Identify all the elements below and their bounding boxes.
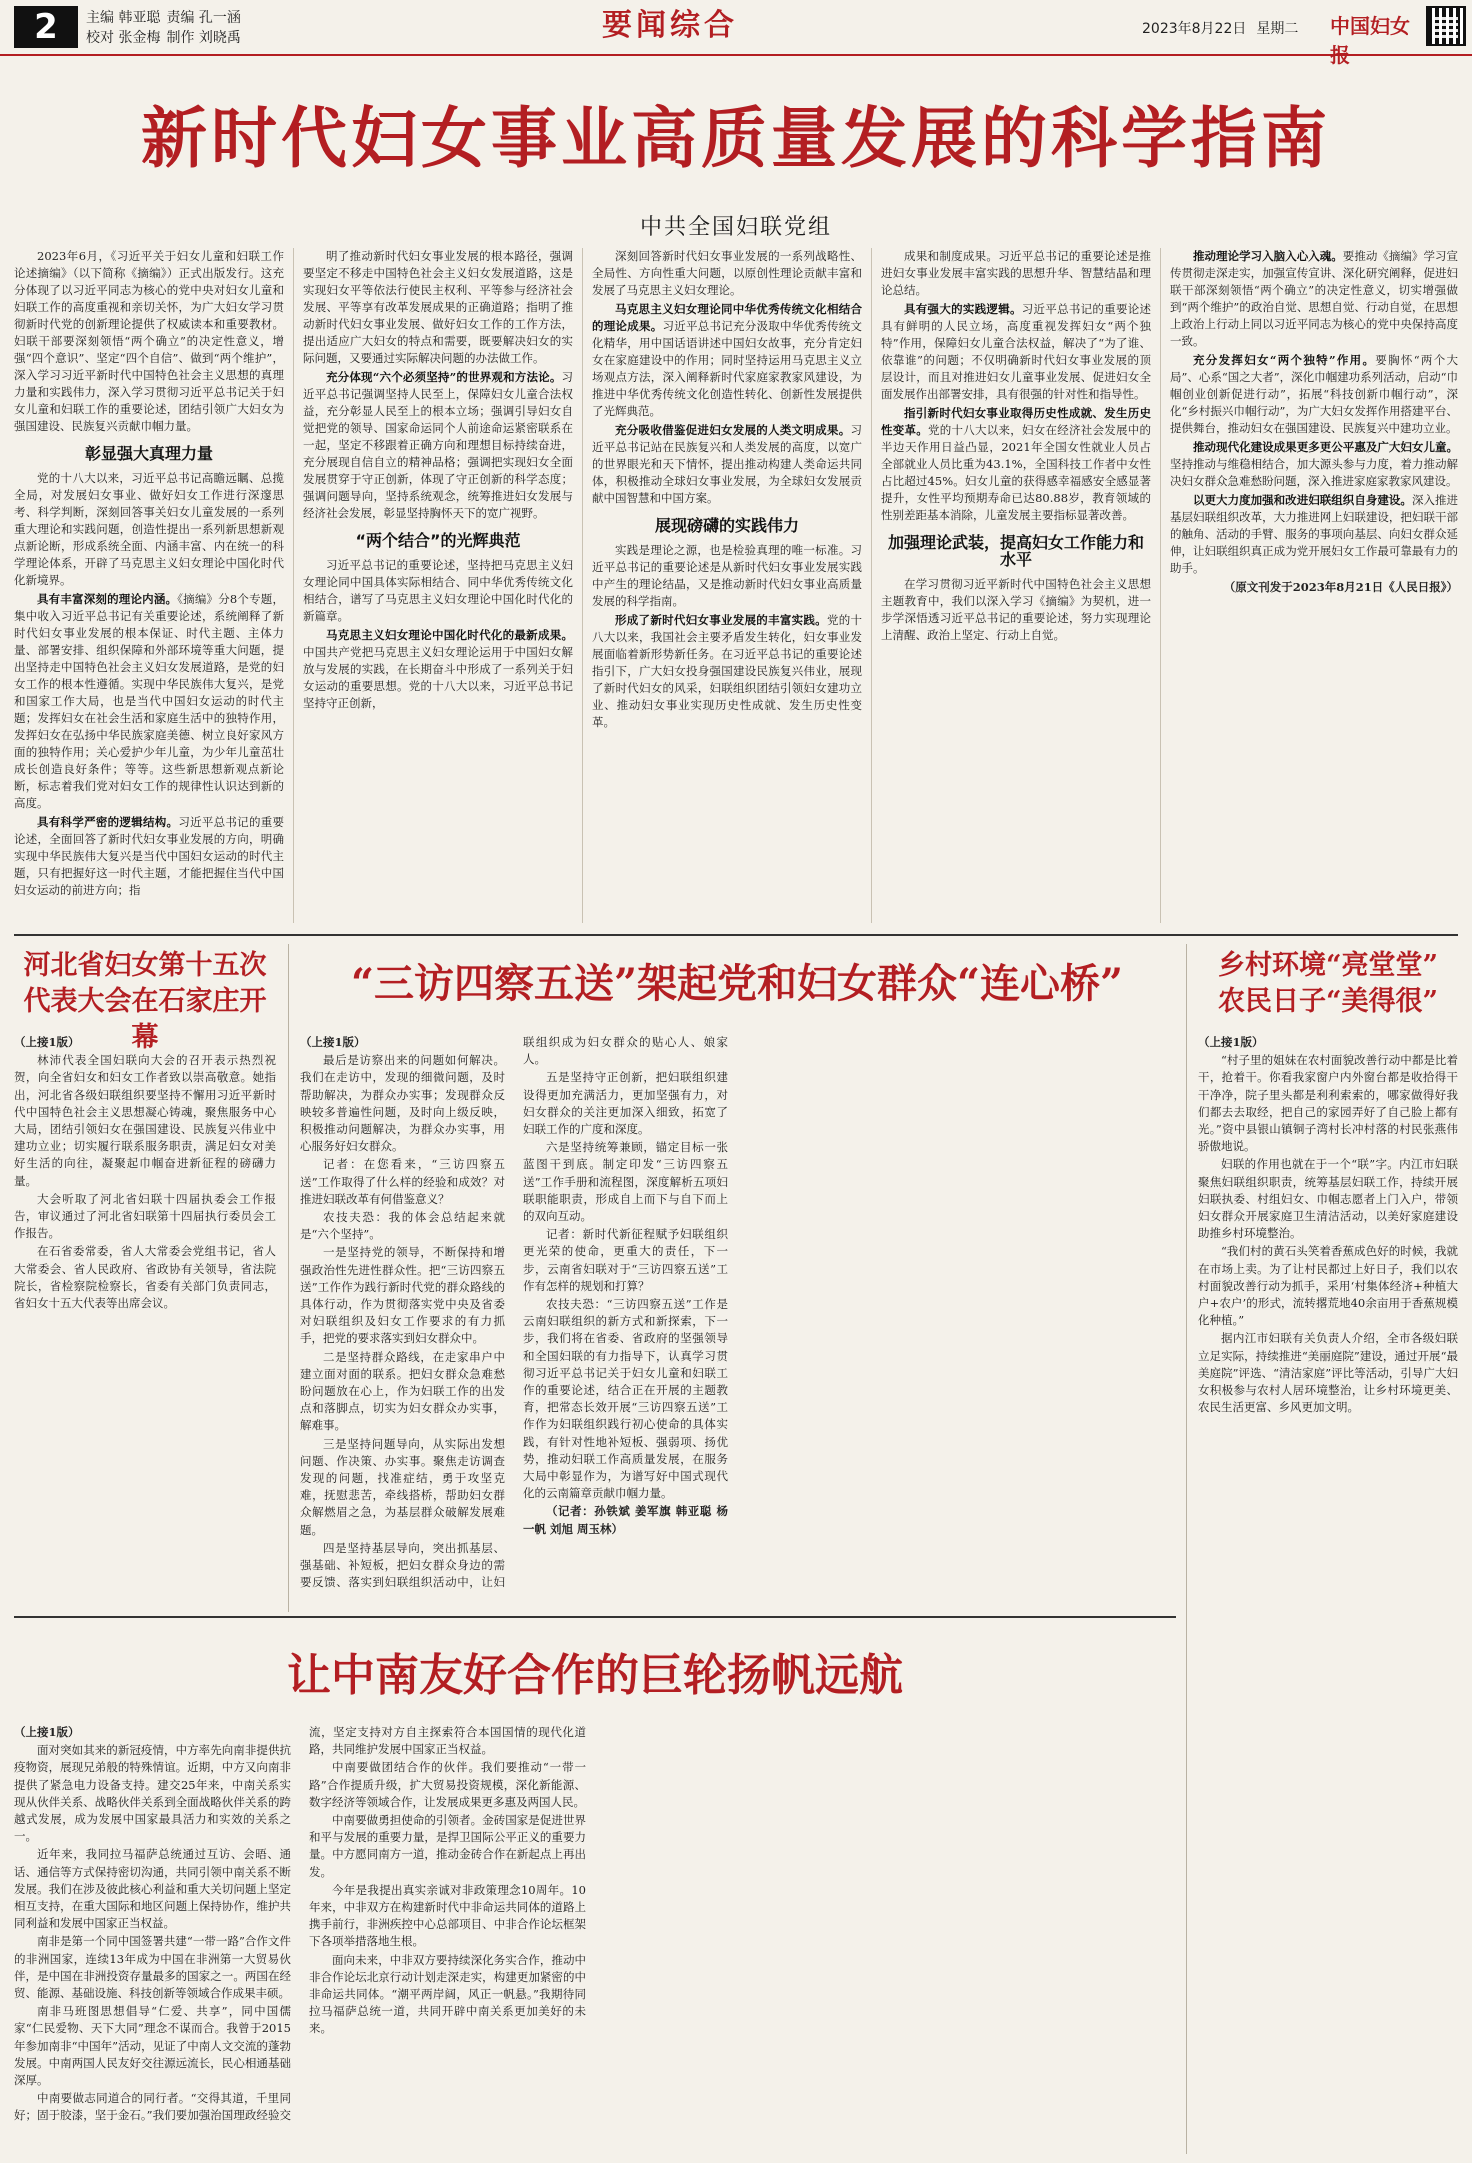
paragraph: 中南要做勇担使命的引领者。金砖国家是促进世界和平与发展的重要力量，是捍卫国际公平正义的重要力量。中方愿同南方一道，推动金砖合作在新起点上再出发。 [309,1813,586,1879]
paragraph-lead-in: 具有科学严密的逻辑结构。 [37,815,179,829]
kicker: （上接1版） [1198,1035,1264,1049]
paragraph: 具有强大的实践逻辑。习近平总书记的重要论述具有鲜明的人民立场，高度重视发挥妇女“两个独特”作用，保障妇女儿童合法权益，解决了“为了谁、依靠谁”的问题；不仅明确新时代妇女事业发展的顶层设计，而且对推进妇女儿童事业发展、促进妇女全面发展作出部署安排，具有很强的针对性和指导性。 [881,302,1151,401]
column-rule [1160,248,1161,923]
issue-weekday: 星期二 [1256,21,1299,37]
paragraph: 明了推动新时代妇女事业发展的根本路径，强调要坚定不移走中国特色社会主义妇女发展道路，这是实现妇女平等依法行使民主权利、平等参与经济社会发展、平等享有改革发展成果的正确道路；指明了推动新时代妇女事业发展、做好妇女工作的工作方法，提出适应广大妇女的特点和需要，既要解决妇女的实际问题，又要通过实际解决问题的办法做工作。 [303,249,573,365]
paragraph: 二是坚持群众路线，在走家串户中建立面对面的联系。把妇女群众急难愁盼问题放在心上，作为妇联工作的出发点和落脚点，切实为妇女群众办实事，解难事。 [300,1349,505,1433]
paragraph: 党的十八大以来，习近平总书记高瞻远瞩、总揽全局，对发展妇女事业、做好妇女工作进行深邃思考、科学判断，深刻回答事关妇女儿童发展的一系列重大理论和实践问题，创造性提出一系列新思想新观点新论断，形成系统全面、内涵丰富、内在统一的科学理论体系，开辟了马克思主义妇女理论中国化时代化新境界。 [14,471,284,587]
paragraph-lead-in: 形成了新时代妇女事业发展的丰富实践。 [615,613,827,627]
paragraph: 记者：新时代新征程赋予妇联组织更光荣的使命，更重大的责任，下一步，云南省妇联对于“三访四察五送”工作有怎样的规划和打算？ [523,1227,728,1293]
paragraph: 成果和制度成果。习近平总书记的重要论述是推进妇女事业发展丰富实践的思想升华、智慧结晶和理论总结。 [881,249,1151,297]
paragraph: 推动理论学习入脑入心入魂。要推动《摘编》学习宣传贯彻走深走实，加强宣传宣讲、深化研究阐释，促进妇联干部深刻领悟“两个确立”的决定性意义，切实增强做到“两个维护”的政治自觉、思想自觉、行动自觉，在思想上政治上行动上同以习近平同志为核心的党中央保持高度一致。 [1170,249,1458,348]
kicker: （上接1版） [14,1725,80,1739]
paragraph-lead-in: 具有丰富深刻的理论内涵。 [37,592,178,606]
paragraph: 马克思主义妇女理论中国化时代化的最新成果。中国共产党把马克思主义妇女理论运用于中国妇女解放与发展的实践，在长期奋斗中形成了一系列关于妇女运动的重要思想。党的十八大以来，习近平总书记坚持守正创新， [303,628,573,710]
paragraph: 南非马班图思想倡导“仁爱、共享”，同中国儒家“仁民爱物、天下大同”理念不谋而合。我曾于2015年参加南非“中国年”活动，见证了中南人文交流的蓬勃发展。中南两国人民友好交往源远流长，民心相通基础深厚。 [14,2004,291,2088]
credit-item: 责编 孔一涵 [166,10,241,26]
headline-line: 代表大会在石家庄开幕 [23,986,267,1053]
paragraph: 最后是访察出来的问题如何解决。我们在走访中，发现的细微问题，及时帮助解决，为群众办实事；发现群众反映较多普遍性问题，及时向上级反映，积极推动问题解决，为群众办实事，用心服务好妇女群众。 [300,1053,505,1154]
headline-line: 乡村环境“亮堂堂” [1217,950,1439,981]
lead-column-2 [303,248,573,923]
paragraph: 具有丰富深刻的理论内涵。《摘编》分8个专题，集中收入习近平总书记有关重要论述，系统阐释了新时代妇女事业发展的根本保证、时代主题、主体力量、部署安排、组织保障和外部环境等重大问题，提出坚持走中国特色社会主义妇女发展道路，是党的妇女工作的根本性遵循。实现中华民族伟大复兴，是党和国家工作大局，也是当代中国妇女运动的时代主题；发挥妇女在社会生活和家庭生活中的独特作用，发挥妇女在弘扬中华民族家庭美德、树立良好家风方面的独特作用；关心爱护少年儿童，为少年儿童茁壮成长创造良好条件；等等。这些新思想新观点新论断，标志着我们党对妇女工作的规律性认识达到新的高度。 [14,592,284,810]
dateline [1142,18,1308,38]
paragraph: 形成了新时代妇女事业发展的丰富实践。党的十八大以来，我国社会主要矛盾发生转化，妇女事业发展面临着新形势新任务。在习近平总书记的重要论述指引下，广大妇女投身强国建设民族复兴伟业，展现了新时代妇女的风采，妇联组织团结引领妇女建功立业、推动妇女事业实现历史性成就、发生历史性变革。 [592,613,862,729]
column-rule [582,248,583,923]
headline-line: 河北省妇女第十五次 [23,950,267,981]
paragraph: 中南要做志同道合的同行者。“交得其道，千里同好；固于胶漆，坚于金石。”我们要加强治国理政经验交流，坚定支持对方自主探索符合本国国情的现代化道路，共同维护发展中国家正当权益。 [14,1725,586,2123]
paragraph-lead-in: 以更大力度加强和改进妇联组织自身建设。 [1193,493,1412,507]
paragraph: 记者：在您看来，“三访四察五送”工作取得了什么样的经验和成效？对推进妇联改革有何借鉴意义？ [300,1157,505,1206]
subheading: “两个结合”的光辉典范 [355,531,521,550]
paragraph-lead-in: 充分体现“六个必须坚持”的世界观和方法论。 [326,370,562,384]
neijiang-story-headline [1198,948,1458,1020]
china-south-africa-body [14,1724,1176,2152]
yunnan-story-headline: “三访四察五送”架起党和妇女群众“连心桥” [350,960,1124,1007]
paragraph: 马克思主义妇女理论同中华优秀传统文化相结合的理论成果。习近平总书记充分汲取中华优秀传统文化精华，用中国话语讲述中国妇女故事，充分肯定妇女在家庭建设中的作用；同时坚持运用马克思主义立场观点方法，深入阐释新时代家庭家教家风建设，为推进中华优秀传统文化创造性转化、创新性发展提供了光辉典范。 [592,302,862,418]
paragraph: 深刻回答新时代妇女事业发展的一系列战略性、全局性、方向性重大问题，以原创性理论贡献丰富和发展了马克思主义妇女理论。 [592,249,862,297]
page-number: 2 [14,6,78,48]
editorial-credits [86,8,326,48]
yunnan-story-body [300,1034,1174,1609]
section-divider [14,934,1458,936]
column-rule [871,248,872,923]
paragraph: 2023年6月，《习近平关于妇女儿童和妇联工作论述摘编》（以下简称《摘编》）正式出版发行。这充分体现了以习近平同志为核心的党中央对妇女儿童和妇联工作的高度重视和亲切关怀，为广大妇女学习贯彻新时代党的创新理论提供了权威读本和重要教材。妇联干部要深刻领悟“两个确立”的决定性意义，增强“四个意识”、坚定“四个自信”、做到“两个维护”，深入学习习近平新时代中国特色社会主义思想的真理力量和实践伟力，深入学习贯彻习近平总书记关于妇女儿童和妇联工作的重要论述，团结引领广大妇女为强国建设、民族复兴贡献巾帼力量。 [14,249,284,433]
paragraph: 据内江市妇联有关负责人介绍，全市各级妇联立足实际，持续推进“美丽庭院”建设，通过开展“最美庭院”评选、“清洁家庭”评比等活动，引导广大妇女积极参与农村人居环境整治，让乡村环境更美、农民生活更富、乡风更加文明。 [1198,1331,1458,1415]
paragraph: 面向未来，中非双方要持续深化务实合作，推动中非合作论坛北京行动计划走深走实，构建更加紧密的中非命运共同体。“潮平两岸阔，风正一帆悬。”我期待同拉马福萨总统一道，共同开辟中南关系更加美好的未来。 [309,1952,586,2036]
issue-date: 2023年8月22日 [1142,21,1247,37]
lead-headline: 新时代妇女事业高质量发展的科学指南 [141,99,1331,177]
kicker: （上接1版） [14,1035,80,1049]
credit-item: 校对 张金梅 [86,30,161,46]
lead-article-body [14,248,1458,923]
china-south-africa-headline: 让中南友好合作的巨轮扬帆远航 [287,1650,903,1701]
paragraph: 推动现代化建设成果更多更公平惠及广大妇女儿童。坚持推动与维稳相结合，加大源头参与力度，着力推动解决妇女群众急难愁盼问题，深入推进家庭家教家风建设。 [1170,440,1458,488]
lead-column-1 [14,248,284,923]
paragraph: “我们村的黄石头笑着香蕉成色好的时候，我就在市场上卖。为了让村民都过上好日子，我们以农村面貌改善行动为抓手，采用‘村集体经济+种植大户+农户’的形式，流转撂荒地40余亩用于香蕉规模化种植。” [1198,1244,1458,1328]
paragraph: 农技夫恐：“三访四察五送”工作是云南妇联组织的新方式和新探索，下一步，我们将在省委、省政府的坚强领导和全国妇联的有力指导下，认真学习贯彻习近平总书记关于妇女儿童和妇联工作的重要论述，结合正在开展的主题教育，把常态长效开展“三访四察五送”工作作为妇联组织践行初心使命的具体实践，有针对性地补短板、强弱项、扬优势，推动妇联工作高质量发展，在服务大局中彰显作为，为谱写好中国式现代化的云南篇章贡献巾帼力量。 [523,1297,728,1501]
section-divider [14,1616,1176,1618]
paragraph: 林沛代表全国妇联向大会的召开表示热烈祝贺，向全省妇女和妇女工作者致以崇高敬意。她指出，河北省各级妇联组织要坚持不懈用习近平新时代中国特色社会主义思想凝心铸魂，聚焦服务中心大局，团结引领妇女在强国建设、民族复兴伟业中建功立业；切实履行联系服务职责，满足妇女对美好生活的向往，凝聚起巾帼奋进新征程的磅礴力量。 [14,1053,276,1188]
paragraph: 大会听取了河北省妇联十四届执委会工作报告，审议通过了河北省妇联第十四届执行委员会工作报告。 [14,1191,276,1241]
paragraph: 习近平总书记的重要论述，坚持把马克思主义妇女理论同中国具体实际相结合、同中华优秀传统文化相结合，谱写了马克思主义妇女理论中国化时代化的新篇章。 [303,558,573,623]
masthead [0,0,1472,67]
lead-column-4 [881,248,1151,923]
paragraph-lead-in: 充分吸收借鉴促进妇女发展的人类文明成果。 [615,423,851,437]
subheading: 彰显强大真理力量 [84,444,213,463]
section-name: 要闻综合 [602,8,738,43]
column-rule [288,944,289,1612]
credit-item: 主编 韩亚聪 [86,10,161,26]
lead-author: 中共全国妇联党组 [639,215,832,240]
paragraph: 在石省委常委，省人大常委会党组书记，省人大常委会、省人民政府、省政协有关领导，省法院院长，省检察院检察长，省委有关部门负责同志，省妇女十五大代表等出席会议。 [14,1244,276,1311]
paragraph: 近年来，我同拉马福萨总统通过互访、会晤、通话、通信等方式保持密切沟通，共同引领中南关系不断发展。我们在涉及彼此核心利益和重大关切问题上坚定相互支持，在重大国际和地区问题上保持协作，维护共同利益和发展中国家正当权益。 [14,1847,291,1931]
column-rule [293,248,294,923]
paragraph: 指引新时代妇女事业取得历史性成就、发生历史性变革。党的十八大以来，妇女在经济社会发展中的半边天作用日益凸显，2021年全国女性就业人员占全部就业人员比重为43.1%，全国科技工作者中女性占比超过45%。妇女儿童的获得感幸福感安全感显著提升，女性平均预期寿命已达80.88岁，教育领域的性别差距基本消除，儿童发展主要指标显著改善。 [881,406,1151,522]
paragraph-lead-in: 推动理论学习入脑入心入魂。 [1193,249,1343,263]
subheading: 加强理论武装，提高妇女工作能力和水平 [887,533,1144,569]
kicker: （上接1版） [300,1035,366,1049]
paragraph-lead-in: 马克思主义妇女理论同中华优秀传统文化相结合的理论成果。 [592,302,862,333]
paragraph: “村子里的姐妹在农村面貌改善行动中都是比着干，抢着干。你看我家窗户内外窗台都是收拾得干干净净，院子里头都是利利索索的，哪家做得好我们都去去取经，把自己的家园弄好了自己脸上都有光。”资中县银山镇铜子湾村长冲村落的村民张燕伟骄傲地说。 [1198,1053,1458,1154]
credit-item: 制作 刘晓禹 [166,30,241,46]
paragraph: 实践是理论之源，也是检验真理的唯一标准。习近平总书记的重要论述是从新时代妇女事业发展实践中产生的理论结晶，又是推动新时代妇女事业高质量发展的科学指南。 [592,543,862,608]
column-rule [1186,944,1187,2154]
lead-column-5 [1170,248,1458,923]
paragraph: 充分吸收借鉴促进妇女发展的人类文明成果。习近平总书记站在民族复兴和人类发展的高度，以宽广的世界眼光和天下情怀，提出推动构建人类命运共同体，积极推动全球妇女事业发展，为全球妇女发展贡献中国智慧和中国方案。 [592,423,862,505]
paragraph: 南非是第一个同中国签署共建“一带一路”合作文件的非洲国家，连续13年成为中国在非洲第一大贸易伙伴，是中国在非洲投资存量最多的国家之一。两国在经贸、能源、基础设施、科技创新等领域合作成果丰硕。 [14,1934,291,2001]
paragraph-lead-in: 充分发挥妇女“两个独特”作用。 [1193,353,1376,367]
paragraph-lead-in: 指引新时代妇女事业取得历史性成就、发生历史性变革。 [881,406,1151,437]
headline-line: 农民日子“美得很” [1217,986,1439,1017]
qr-code-icon [1426,6,1466,46]
paragraph: 中南要做团结合作的伙伴。我们要推动“一带一路”合作提质升级，扩大贸易投资规模，深化新能源、数字经济等领域合作，让发展成果更多惠及两国人民。 [309,1760,586,1809]
paragraph: 一是坚持党的领导，不断保持和增强政治性先进性群众性。把“三访四察五送”工作作为践行新时代党的群众路线的具体行动，作为贯彻落实党中央及省委对妇联组织及妇女工作要求的有力抓手，把党的要求落实到妇女群众中。 [300,1245,505,1346]
paragraph: 妇联的作用也就在于一个“联”字。内江市妇联聚焦妇联组织职责，统筹基层妇联工作，持续开展妇联执委、村组妇女、巾帼志愿者上门入户，带领妇女群众开展家庭卫生清洁活动，以美好家庭建设助推乡村环境整治。 [1198,1157,1458,1241]
paragraph: 三是坚持问题导向，从实际出发想问题、作决策、办实事。聚焦走访调查发现的问题，找准症结，勇于攻坚克难，抚慰悲苦，牵线搭桥，帮助妇女群众解燃眉之急，为基层群众破解发展难题。 [300,1436,505,1537]
hebei-story-body [14,1034,276,1609]
paragraph: 充分发挥妇女“两个独特”作用。要胸怀“两个大局”、心系“国之大者”，深化巾帼建功系列活动，启动“巾帼创业创新促进行动”，拓展“科技创新巾帼行动”，深化“乡村振兴巾帼行动”，为广大妇女发挥作用搭建平台、提供舞台，推动妇女在强国建设、民族复兴中建功立业。 [1170,353,1458,435]
byline: （记者：孙铁斌 姜军旗 韩亚聪 杨一帆 刘旭 周玉林） [523,1504,728,1536]
paragraph: 充分体现“六个必须坚持”的世界观和方法论。习近平总书记强调坚持人民至上，保障妇女儿童合法权益，充分彰显人民至上的根本立场；强调引导妇女自觉把党的领导、国家命运同个人前途命运紧密联系在一起，坚定不移跟着正确方向和理想目标持续奋进，充分展现自信自立的精神品格；强调把实现妇女全面发展贯穿于守正创新，体现了守正创新的科学态度；强调问题导向，坚持系统观念，统筹推进妇女发展与经济社会发展，彰显坚持胸怀天下的宽广视野。 [303,370,573,520]
paragraph-lead-in: 马克思主义妇女理论中国化时代化的最新成果。 [326,628,573,642]
paragraph: 以更大力度加强和改进妇联组织自身建设。深入推进基层妇联组织改革，大力推进网上妇联建设，把妇联干部的触角、活动的手臂、服务的事项向基层、向妇女群众延伸，让妇联组织真正成为党开展妇女工作最可靠最有力的助手。 [1170,493,1458,575]
newspaper-logo: 中国妇女报 [1330,14,1410,67]
source-note: （原文刊发于2023年8月21日《人民日报》） [1223,580,1458,594]
paragraph: 今年是我提出真实亲诚对非政策理念10周年。10年来，中非双方在构建新时代中非命运共同体的道路上携手前行，非洲疾控中心总部项目、中非合作论坛框架下各项举措落地生根。 [309,1882,586,1949]
paragraph-lead-in: 具有强大的实践逻辑。 [904,302,1022,316]
paragraph-lead-in: 推动现代化建设成果更多更公平惠及广大妇女儿童。 [1193,440,1458,454]
paragraph: 具有科学严密的逻辑结构。习近平总书记的重要论述，全面回答了新时代妇女事业发展的方向，明确实现中华民族伟大复兴是当代中国妇女运动的时代主题，只有把握好这一时代主题，才能把握住当代中国妇女运动的前进方向；指 [14,815,284,897]
paragraph: 五是坚持守正创新，把妇联组织建设得更加充满活力，更加坚强有力，对妇女群众的关注更加深入细致，拓宽了妇联工作的广度和深度。 [523,1070,728,1137]
paragraph: 四是坚持基层导向，突出抓基层、强基础、补短板，把妇女群众身边的需要反馈、落实到妇联组织活动中，让妇联组织成为妇女群众的贴心人、娘家人。 [300,1035,728,1590]
paragraph: 在学习贯彻习近平新时代中国特色社会主义思想主题教育中，我们以深入学习《摘编》为契机，进一步学深悟透习近平总书记的重要论述，努力实现理论上清醒、政治上坚定、行动上自觉。 [881,577,1151,642]
subheading: 展现磅礴的实践伟力 [654,516,799,535]
paragraph: 农技夫恐：我的体会总结起来就是“六个坚持”。 [300,1210,505,1242]
lead-column-3 [592,248,862,923]
paragraph: 六是坚持统筹兼顾，锚定目标一张蓝图干到底。制定印发“三访四察五送”工作手册和流程图，深度解析五项妇联职能职责，形成自上而下与自下而上的双向互动。 [523,1140,728,1224]
neijiang-story-body [1198,1034,1458,2152]
paragraph: 面对突如其来的新冠疫情，中方率先向南非提供抗疫物资，展现兄弟般的特殊情谊。近期，中方又向南非提供了紧急电力设备支持。建交25年来，中南关系实现从伙伴关系、战略伙伴关系到全面战略伙伴关系的跨越式发展，成为发展中国家最具活力和实效的关系之一。 [14,1743,291,1844]
